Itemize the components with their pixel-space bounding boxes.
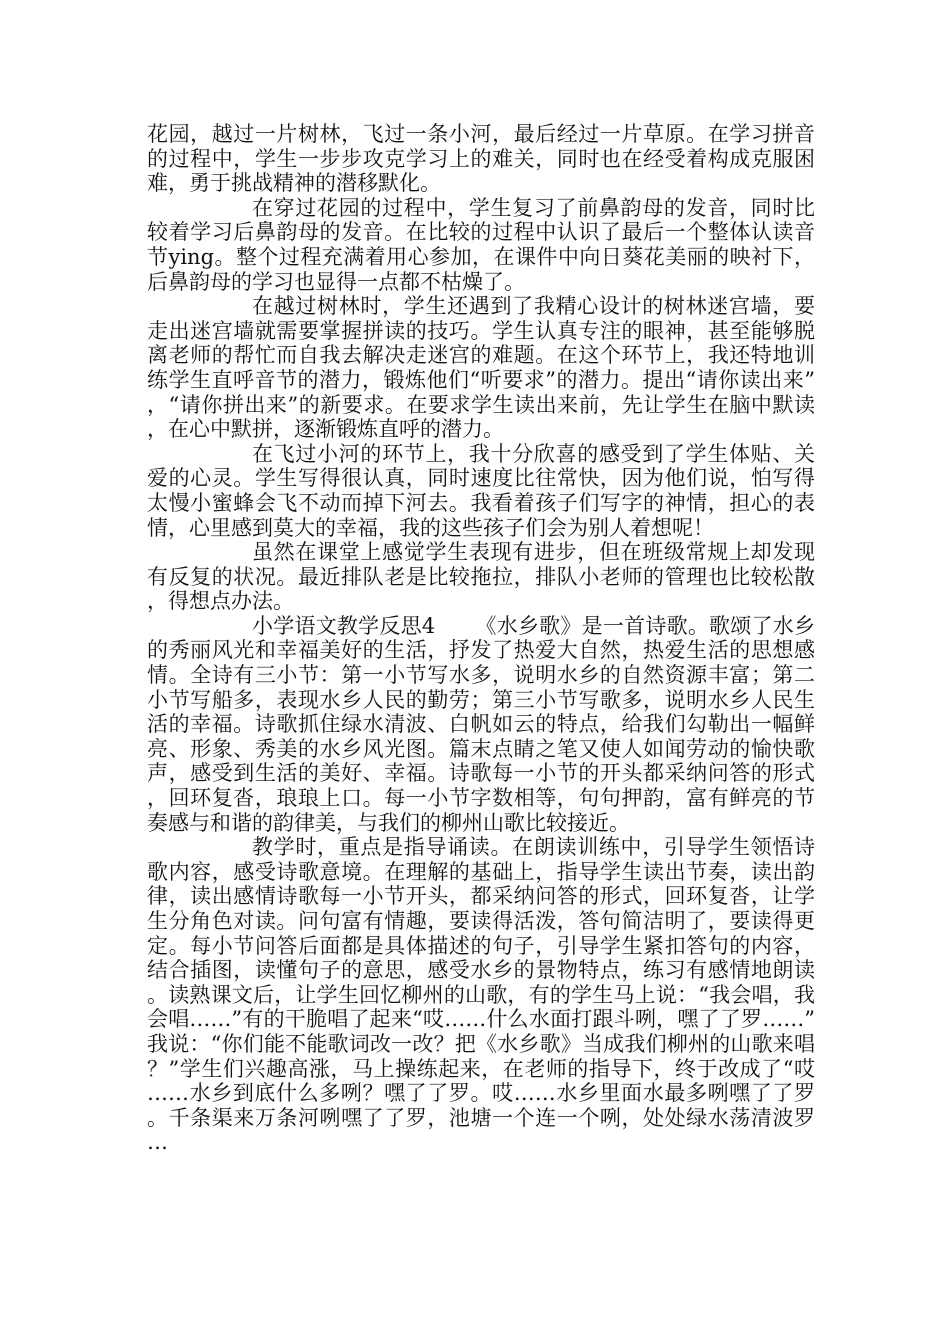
section-paragraph-poem: 《水乡歌》是一首诗歌。歌颂了水乡的秀丽风光和幸福美好的生活，抒发了热爱大自然，热爱生活的思想感情。全诗有三小节：第一小节写水多，说明水乡的自然资源丰富；第二小节写船多，表现水乡人民的勤劳；第三小节写歌多，说明水乡人民生活的幸福。诗歌抓住绿水清波、白帆如云的特点，给我们勾勒出一幅鲜亮、形象、秀美的水乡风光图。篇末点睛之笔又使人如闻劳动的愉快歌声，感受到生活的美好、幸福。诗歌每一小节的开头都采纳问答的形式，回环复沓，琅琅上口。每一小节字数相等，句句押韵，富有鲜亮的节奏感与和谐的韵律美，与我们的柳州山歌比较接近。 [147, 613, 815, 835]
section-title: 小学语文教学反思4 [252, 613, 436, 638]
paragraph-forest: 在越过树林时，学生还遇到了我精心设计的树林迷宫墙，要走出迷宫墙就需要掌握拼读的技巧。学生认真专注的眼神，甚至能够脱离老师的帮忙而自我去解决走迷宫的难题。在这个环节上，我还特地训练学生直呼音节的潜力，锻炼他们“听要求”的潜力。提出“请你读出来”，“请你拼出来”的新要求。在要求学生读出来前，先让学生在脑中默读，在心中默拼，逐渐锻炼直呼的潜力。 [147, 294, 815, 442]
paragraph-teaching: 教学时，重点是指导诵读。在朗读训练中，引导学生领悟诗歌内容，感受诗歌意境。在理解的基础上，指导学生读出节奏，读出韵律，读出感情诗歌每一小节开头，都采纳问答的形式，回环复沓，让学生分角色对读。问句富有情趣，要读得活泼，答句简洁明了，要读得更定。每小节问答后面都是具体描述的句子，引导学生紧扣答句的内容，结合插图，读懂句子的意思，感受水乡的景物特点，练习有感情地朗读。读熟课文后，让学生回忆柳州的山歌，有的学生马上说：“我会唱，我会唱……”有的干脆唱了起来“哎……什么水面打跟斗咧，嘿了了罗……”我说：“你们能不能歌词改一改？把《水乡歌》当成我们柳州的山歌来唱？”学生们兴趣高涨，马上操练起来，在老师的指导下，终于改成了“哎……水乡到底什么多咧？嘿了了罗。哎……水乡里面水最多咧嘿了了罗。千条渠来万条河咧嘿了了罗，池塘一个连一个咧，处处绿水荡清波罗… [147, 835, 815, 1155]
paragraph-routine: 虽然在课堂上感觉学生表现有进步，但在班级常规上却发现有反复的状况。最近排队老是比较拖拉，排队小老师的管理也比较松散，得想点办法。 [147, 540, 815, 614]
paragraph-section-4 [147, 614, 815, 835]
paragraph-garden: 在穿过花园的过程中，学生复习了前鼻韵母的发音，同时比较着学习后鼻韵母的发音。在比较的过程中认识了最后一个整体认读音节ying。整个过程充满着用心参加，在课件中向日葵花美丽的映衬下，后鼻韵母的学习也显得一点都不枯燥了。 [147, 195, 815, 294]
document-page [147, 122, 815, 1155]
paragraph-intro: 花园，越过一片树林，飞过一条小河，最后经过一片草原。在学习拼音的过程中，学生一步步攻克学习上的难关，同时也在经受着构成克服困难，勇于挑战精神的潜移默化。 [147, 122, 815, 196]
paragraph-river: 在飞过小河的环节上，我十分欣喜的感受到了学生体贴、关爱的心灵。学生写得很认真，同时速度比往常快，因为他们说，怕写得太慢小蜜蜂会飞不动而掉下河去。我看着孩子们写字的神情，担心的表情，心里感到莫大的幸福，我的这些孩子们会为别人着想呢！ [147, 441, 815, 540]
